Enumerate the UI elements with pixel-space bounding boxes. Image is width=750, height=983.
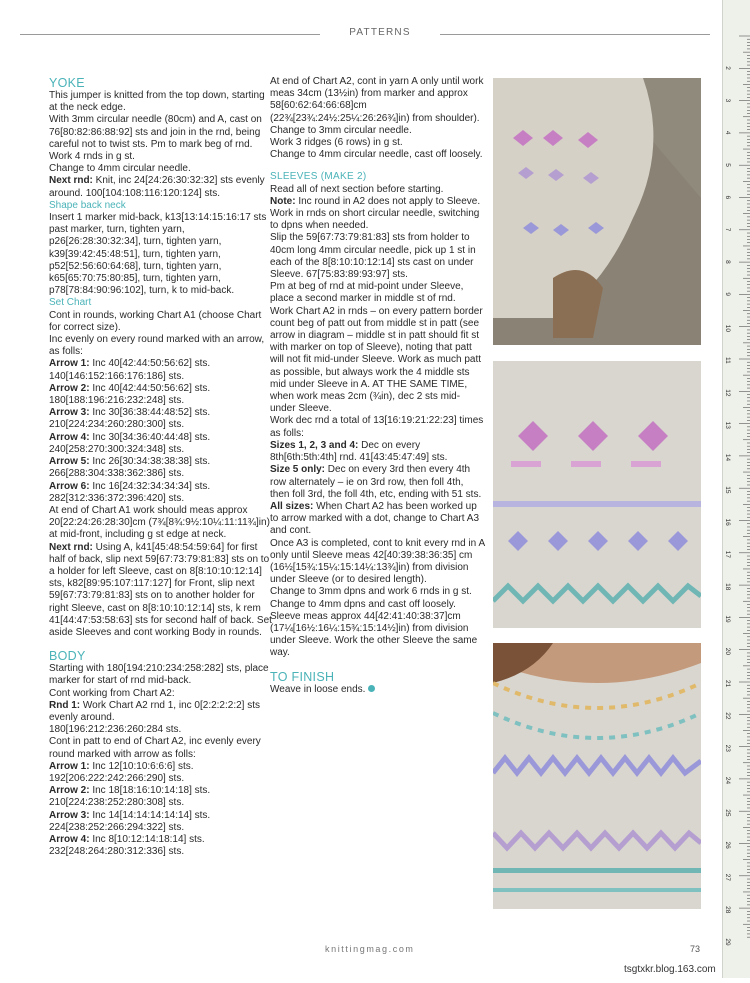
arrow-step (49, 456, 274, 480)
section-title: PATTERNS (349, 27, 411, 38)
sleeves-para: Change to 3mm dpns and work 6 rnds in g st. (270, 586, 472, 598)
sleeves-para: Once A3 is completed, cont to knit every rnd in A only until Sleeve meas 42[40:39:38:36:35] cm (16½[15¾:15¼:15:14¼:13¾]in) from division under Sleeve (or to desired length). (270, 537, 485, 586)
next-rnd-step (49, 542, 274, 640)
sleeves-para: Work dec rnd a total of 13[16:19:21:22:23] times as folls: (270, 415, 484, 439)
body-para: Cont in patt to end of Chart A2, inc evenly every round marked with arrow as folls: (49, 736, 261, 760)
photo-sleeve-closeup (493, 78, 701, 345)
body-para: Cont working from Chart A2: (49, 687, 175, 699)
page-header (20, 27, 710, 41)
step-label: Arrow 2: (49, 382, 90, 394)
ruler-label: 18 (724, 583, 731, 591)
step-text: Inc 40[42:44:50:56:62] sts. 140[146:152:166:176:186] sts. (49, 358, 211, 382)
ruler-label: 13 (724, 421, 731, 429)
arrow-step (49, 432, 274, 456)
ruler-label: 3 (724, 98, 731, 103)
next-rnd-step (49, 175, 274, 199)
step-text: Dec on every 3rd then every 4th row alternately – ie on 3rd row, then foll 4th, then foll 3rd, the foll 4th, etc, ending with 51 sts. (270, 464, 482, 500)
step-label: Arrow 3: (49, 407, 90, 419)
ruler-label: 27 (724, 873, 731, 882)
step-text: Inc 14[14:14:14:14:14] sts. 224[238:252:266:294:322] sts. (49, 809, 211, 833)
step-label: Note: (270, 195, 296, 207)
sleeves-para: Change to 4mm dpns and cast off loosely. Sleeve meas approx 44[42:41:40:38:37]cm (17¼[16½:16¼:15¾:15:14½]in) from division under Sleeve. Work the other Sleeve the same way. (270, 598, 478, 659)
step-label: Next rnd: (49, 175, 93, 187)
arrow-step (49, 481, 274, 505)
set-chart-para: Cont in rounds, working Chart A1 (choose Chart for correct size). (49, 309, 262, 333)
ruler-label: 9 (724, 292, 731, 297)
step-text: Inc round in A2 does not apply to Sleeve. (295, 195, 481, 207)
arrow-step (49, 407, 274, 431)
step-label: Arrow 3: (49, 809, 90, 821)
ruler-label: 22 (724, 712, 731, 720)
step-text: Inc 26[30:34:38:38:38] sts. 266[288:304:338:362:386] sts. (49, 456, 211, 480)
ruler-scale (723, 0, 750, 978)
finish-para (270, 684, 485, 696)
body-end-para: Change to 4mm circular needle, cast off loosely. (270, 149, 483, 161)
arrow-step (49, 383, 274, 407)
sleeves-para: Work in rnds on short circular needle, switching to dpns when needed. (270, 208, 480, 232)
finish-text: Weave in loose ends. (270, 683, 366, 695)
ruler-label: 8 (724, 260, 731, 264)
step-text: Dec on every 8th[6th:5th:4th] rnd. 41[43:45:47:49] sts. (270, 439, 448, 464)
photo-yoke-detail (493, 361, 701, 628)
step-label: Arrow 1: (49, 358, 90, 370)
ruler-label: 25 (724, 809, 731, 817)
ruler-label: 20 (724, 647, 731, 655)
set-chart-para: Inc evenly on every round marked with an arrow, as folls: (49, 334, 265, 358)
step-label: All sizes: (270, 500, 314, 512)
column-middle (270, 76, 485, 696)
arrow-step (49, 785, 274, 809)
arrow-step (49, 761, 274, 785)
size-step (270, 440, 485, 464)
sleeves-para: Pm at beg of rnd at mid-point under Sleeve, place a second marker in middle st of rnd. (270, 281, 464, 305)
note-step (270, 196, 485, 208)
body-para: Starting with 180[194:210:234:258:282] sts, place marker for start of rnd mid-back. (49, 663, 269, 687)
ruler-label: 16 (724, 518, 731, 526)
ruler-label: 12 (724, 389, 731, 397)
shape-back-neck-heading: Shape back neck (49, 199, 126, 211)
ruler-label: 24 (724, 776, 731, 785)
ruler-label: 23 (724, 744, 731, 752)
body-heading: BODY (49, 649, 86, 664)
yoke-para: Work 4 rnds in g st. (49, 151, 135, 163)
ruler-label: 7 (724, 227, 731, 232)
sleeves-para: Work Chart A2 in rnds – on every pattern border count beg of patt out from middle st in patt (see arrow in diagram – middle st in patt should fit st with marker on top of Sleeve), noting that patt will not fit mid-under Sleeve. Work as much patt as possible, but always work the 4 middle sts mid under Sleeve in A. AT THE SAME TIME, when work meas 2cm (¾in), dec 2 sts mid-under Sleeve. (270, 305, 483, 415)
end-dot-icon (368, 685, 375, 692)
step-label: Size 5 only: (270, 464, 326, 476)
body-end-para: Change to 3mm circular needle. (270, 124, 412, 136)
step-label: Arrow 5: (49, 456, 90, 468)
size-step (270, 501, 485, 538)
step-label: Sizes 1, 2, 3 and 4: (270, 439, 359, 451)
ruler-label: 19 (724, 615, 731, 623)
yoke-para: With 3mm circular needle (80cm) and A, cast on 76[80:82:86:88:92] sts and join in the rnd, being careful not to twist sts. Pm to mark beg of rnd. (49, 114, 262, 150)
ruler-label: 4 (724, 130, 731, 135)
page-number: 73 (690, 944, 701, 954)
finish-heading: TO FINISH (270, 669, 335, 684)
ruler-label: 2 (724, 66, 731, 70)
step-label: Arrow 4: (49, 833, 90, 845)
step-text: Inc 30[34:36:40:44:48] sts. 240[258:270:300:324:348] sts. (49, 431, 211, 455)
step-text: Inc 12[10:10:6:6:6] sts. 192[206:222:242:266:290] sts. (49, 760, 194, 784)
step-text: Inc 30[36:38:44:48:52] sts. 210[224:234:260:280:300] sts. (49, 407, 211, 431)
measuring-ruler (722, 0, 750, 978)
header-rule-left (20, 34, 320, 35)
step-label: Arrow 4: (49, 431, 90, 443)
sleeves-para: Read all of next section before starting. (270, 183, 444, 195)
step-text: Inc 16[24:32:34:34:34] sts. 282[312:336:372:396:420] sts. (49, 480, 211, 504)
step-text: When Chart A2 has been worked up to arrow marked with a dot, change to Chart A3 and cont. (270, 500, 479, 537)
ruler-label: 6 (724, 195, 731, 200)
yoke-para: This jumper is knitted from the top down, starting at the neck edge. (49, 90, 265, 114)
sleeves-para: Slip the 59[67:73:79:81:83] sts from holder to 40cm long 4mm circular needle, pick up 1 st in each of the 8[8:10:10:12:14] sts cast on under Sleeve. 67[75:83:89:93:97] sts. (270, 232, 476, 281)
ruler-label: 5 (724, 163, 731, 167)
step-label: Rnd 1: (49, 699, 81, 711)
footer-url: knittingmag.com (325, 944, 415, 954)
step-text: Knit, inc 24[24:26:30:32:32] sts evenly around. 100[104:108:116:120:124] sts. (49, 175, 265, 199)
step-text: Inc 18[18:16:10:14:18] sts. 210[224:238:252:280:308] sts. (49, 785, 211, 809)
sleeve-illustration (493, 78, 701, 345)
step-text: Work Chart A2 rnd 1, inc 0[2:2:2:2:2] sts evenly around. (49, 699, 261, 723)
yoke-heading: YOKE (49, 76, 85, 90)
ruler-label: 14 (724, 453, 731, 462)
step-text: Using A, k41[45:48:54:59:64] for first half of back, slip next 59[67:73:79:81:83] sts on to a holder for left Sleeve, cast on 8[8:10:10:12:14] sts, k82[89:95:107:117:127] for Front, slip next 59[67:73:79:81:83] sts on to another holder for right Sleeve, cast on 8[8:10:10:12:14] sts, k rem 41[44:47:53:58:63] sts for second half of back. Set aside Sleeves and cont working Body in rounds. (49, 541, 272, 638)
step-label: Arrow 6: (49, 480, 90, 492)
step-label: Arrow 1: (49, 760, 90, 772)
set-chart-heading: Set Chart (49, 297, 92, 309)
arrow-step (49, 810, 274, 834)
ruler-label: 29 (724, 938, 731, 946)
ruler-label: 11 (724, 357, 731, 364)
body-end-para: Work 3 ridges (6 rows) in g st. (270, 137, 403, 149)
rnd-step (49, 700, 274, 724)
yoke-para: Change to 4mm circular needle. (49, 163, 191, 175)
neckline-illustration (493, 643, 701, 909)
after-chart-para: At end of Chart A1 work should meas approx 20[22:24:26:28:30]cm (7¾[8¾:9½:10¼:11:11¾]in) at mid-front, including g st edge at neck. (49, 504, 270, 541)
arrow-step (49, 834, 274, 858)
arrow-step (49, 358, 274, 382)
yoke-illustration (493, 361, 701, 628)
ruler-label: 10 (724, 324, 731, 332)
body-para: 180[196:212:236:260:284 sts. (49, 724, 182, 736)
step-label: Arrow 2: (49, 785, 90, 797)
ruler-label: 17 (724, 550, 731, 559)
ruler-label: 28 (724, 906, 731, 914)
step-label: Next rnd: (49, 541, 93, 553)
photo-neckline-detail (493, 643, 701, 909)
ruler-label: 15 (724, 486, 731, 494)
column-left (49, 76, 274, 858)
ruler-label: 21 (724, 680, 731, 688)
ruler-label: 26 (724, 841, 731, 849)
sleeves-heading: SLEEVES (MAKE 2) (270, 171, 367, 183)
step-text: Inc 40[42:44:50:56:62] sts. 180[188:196:216:232:248] sts. (49, 382, 211, 407)
watermark: tsgtxkr.blog.163.com (624, 964, 716, 975)
header-rule-right (440, 34, 710, 35)
body-end-para: At end of Chart A2, cont in yarn A only until work meas 34cm (13½in) from marker and approx 58[60:62:64:66:68]cm (22¾[23¾:24½:25¼:26:26¾]in) from shoulder). (270, 76, 484, 124)
shape-back-neck-para: Insert 1 marker mid-back, k13[13:14:15:16:17 sts past marker, turn, tighten yarn, p26[26:28:30:32:34], turn, tighten yarn, k39[39:42:45:48:51], turn, tighten yarn, p52[52:56:60:64:68], turn, tighten yarn, k65[65:70:75:80:85], turn, tighten yarn, p78[78:84:90:96:102], turn, k to mid-back. (49, 212, 267, 297)
size-step (270, 464, 485, 501)
step-text: Inc 8[10:12:14:18:14] sts. 232[248:264:280:312:336] sts. (49, 833, 205, 858)
